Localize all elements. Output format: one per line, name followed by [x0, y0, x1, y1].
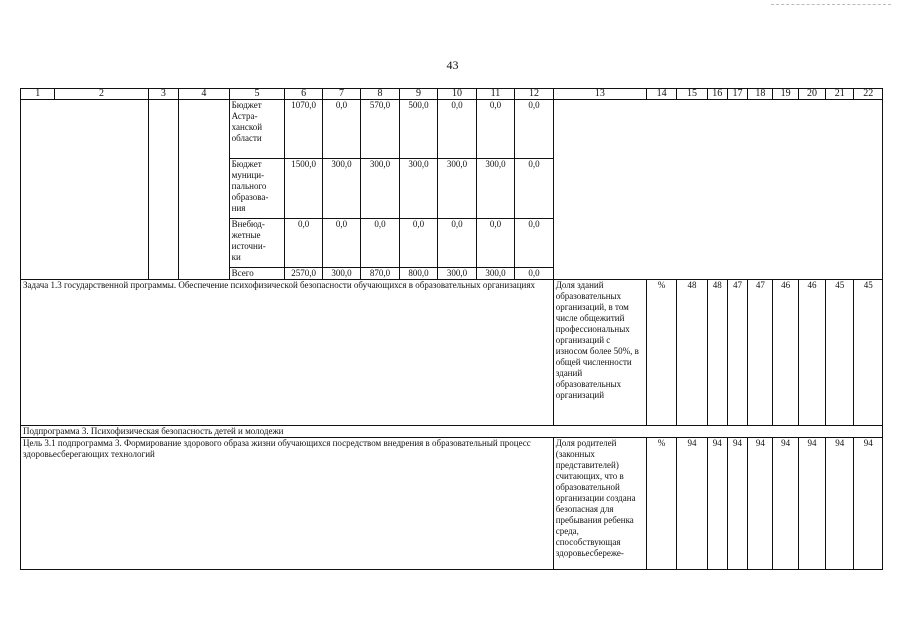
- task-text: Задача 1.3 государственной программы. Обеспечение психофизической безопасности обучающихся в образовательных организациях: [21, 280, 554, 426]
- funding-value: 300,0: [476, 159, 514, 219]
- funding-value: 300,0: [438, 159, 476, 219]
- indicator-value: 46: [798, 280, 825, 426]
- col-header: 12: [515, 89, 553, 100]
- col-header: 1: [21, 89, 55, 100]
- funding-value: 0,0: [322, 219, 360, 268]
- col-header: 14: [646, 89, 676, 100]
- funding-value: 0,0: [322, 100, 360, 159]
- col-header: 13: [553, 89, 646, 100]
- indicator-unit: %: [646, 438, 676, 570]
- funding-value: 1500,0: [285, 159, 322, 219]
- funding-source: Всего: [229, 268, 285, 280]
- col-header: 11: [476, 89, 514, 100]
- funding-value: 1070,0: [285, 100, 322, 159]
- col-header: 10: [438, 89, 476, 100]
- col-header: 2: [55, 89, 148, 100]
- funding-value: 0,0: [476, 219, 514, 268]
- funding-row: [21, 100, 883, 159]
- funding-total: 300,0: [476, 268, 514, 280]
- indicator-value: 94: [773, 438, 798, 570]
- funding-value: 300,0: [361, 159, 399, 219]
- funding-value: 300,0: [399, 159, 437, 219]
- goal-row: [21, 438, 883, 570]
- indicator-value: 48: [677, 280, 707, 426]
- indicator-value: 94: [826, 438, 854, 570]
- col-header: 22: [854, 89, 883, 100]
- funding-value: 0,0: [476, 100, 514, 159]
- col-header: 15: [677, 89, 707, 100]
- funding-value: 500,0: [399, 100, 437, 159]
- indicator-value: 47: [727, 280, 747, 426]
- funding-value: 0,0: [438, 100, 476, 159]
- funding-total: 300,0: [322, 268, 360, 280]
- funding-total: 800,0: [399, 268, 437, 280]
- indicator-value: 94: [798, 438, 825, 570]
- col-header: 5: [229, 89, 285, 100]
- funding-source: Внебюд- жетные источни- ки: [229, 219, 285, 268]
- col-header: 4: [179, 89, 230, 100]
- blank-cell: [148, 100, 178, 280]
- funding-total: 0,0: [515, 268, 553, 280]
- funding-value: 0,0: [361, 219, 399, 268]
- funding-total: 870,0: [361, 268, 399, 280]
- indicator-value: 48: [707, 280, 727, 426]
- funding-value: 0,0: [285, 219, 322, 268]
- indicator-text: Доля родителей (законных представителей) считающих, что в образовательной организации создана безопасная для пребывания ребенка среда, способствующая здоровьесбереже-: [553, 438, 646, 570]
- page-number: 43: [446, 58, 459, 72]
- indicator-value: 94: [854, 438, 883, 570]
- col-header: 17: [727, 89, 747, 100]
- funding-value: 0,0: [515, 219, 553, 268]
- funding-source: Бюджет Астра- ханской области: [229, 100, 285, 159]
- funding-source: Бюджет муници- пального образова- ния: [229, 159, 285, 219]
- blank-cell: [179, 100, 230, 280]
- col-header: 18: [748, 89, 773, 100]
- blank-cell: [21, 100, 149, 280]
- col-header: 3: [148, 89, 178, 100]
- funding-value: 300,0: [322, 159, 360, 219]
- blank-cell: [553, 100, 882, 280]
- scan-artifact: [771, 4, 891, 7]
- funding-value: 570,0: [361, 100, 399, 159]
- funding-value: 0,0: [438, 219, 476, 268]
- col-header: 6: [285, 89, 322, 100]
- col-header: 16: [707, 89, 727, 100]
- indicator-unit: %: [646, 280, 676, 426]
- col-header: 19: [773, 89, 798, 100]
- subprogram-text: Подпрограмма 3. Психофизическая безопасность детей и молодежи: [21, 426, 883, 438]
- col-header: 9: [399, 89, 437, 100]
- col-header: 20: [798, 89, 825, 100]
- funding-total: 300,0: [438, 268, 476, 280]
- indicator-value: 46: [773, 280, 798, 426]
- subprogram-row: [21, 426, 883, 438]
- program-table: [20, 88, 883, 570]
- indicator-value: 94: [677, 438, 707, 570]
- task-row: [21, 280, 883, 426]
- indicator-value: 45: [826, 280, 854, 426]
- funding-value: 0,0: [399, 219, 437, 268]
- goal-text: Цель 3.1 подпрограмма 3. Формирование здорового образа жизни обучающихся посредством внедрения в образовательный процесс здоровьесберегающих технологий: [21, 438, 554, 570]
- indicator-value: 94: [707, 438, 727, 570]
- col-header: 7: [322, 89, 360, 100]
- indicator-text: Доля зданий образовательных организаций, в том числе общежитий профессиональных организаций с износом более 50%, в общей численности зданий образовательных организаций: [553, 280, 646, 426]
- col-header: 8: [361, 89, 399, 100]
- indicator-value: 94: [748, 438, 773, 570]
- funding-value: 0,0: [515, 159, 553, 219]
- indicator-value: 45: [854, 280, 883, 426]
- indicator-value: 94: [727, 438, 747, 570]
- col-header: 21: [826, 89, 854, 100]
- indicator-value: 47: [748, 280, 773, 426]
- funding-total: 2570,0: [285, 268, 322, 280]
- funding-value: 0,0: [515, 100, 553, 159]
- column-header-row: [21, 89, 883, 100]
